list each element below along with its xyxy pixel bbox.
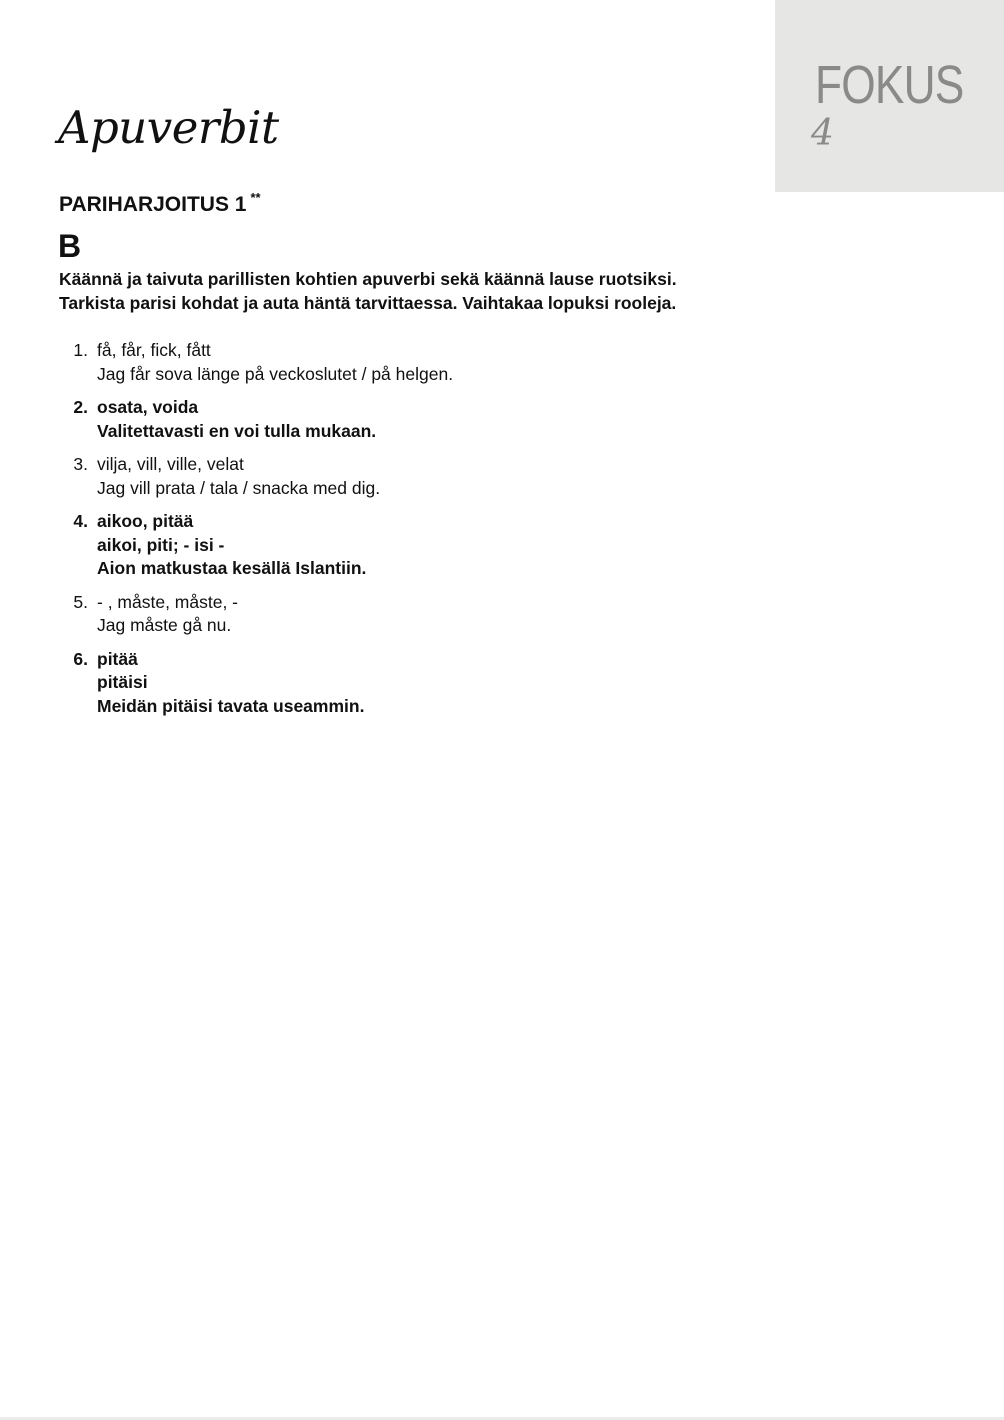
item-line: Jag får sova länge på veckoslutet / på helgen.	[97, 363, 454, 384]
fokus-number: 4	[811, 113, 834, 154]
fokus-label: FOKUS	[815, 55, 964, 115]
item-line: pitäisi	[97, 672, 148, 692]
exercise-heading-text: PARIHARJOITUS 1	[59, 193, 247, 216]
item-number: 6.	[73, 648, 88, 669]
exercise-item	[59, 396, 759, 443]
item-number: 4.	[73, 511, 88, 531]
item-line: Aion matkustaa kesällä Islantiin.	[97, 558, 367, 578]
item-number: 5.	[73, 591, 88, 612]
fokus-badge	[775, 0, 1004, 192]
exercise-instructions	[59, 268, 774, 315]
item-line: Jag måste gå nu.	[97, 615, 232, 635]
item-number: 1.	[73, 340, 88, 360]
section-letter: B	[58, 228, 82, 264]
exercise-item	[59, 648, 759, 719]
item-line: - , måste, måste, -	[97, 591, 238, 612]
exercise-item	[59, 510, 759, 581]
exercise-item	[59, 591, 759, 638]
exercise-item	[59, 453, 759, 500]
item-line: osata, voida	[97, 397, 199, 417]
exercise-item	[59, 339, 759, 386]
instruction-line-2: Tarkista parisi kohdat ja auta häntä tarvittaessa. Vaihtakaa lopuksi rooleja.	[59, 292, 677, 313]
page-title: Apuverbit	[58, 101, 279, 154]
instruction-line-1: Käännä ja taivuta parillisten kohtien apuverbi sekä käännä lause ruotsiksi.	[59, 269, 677, 289]
item-line: aikoo, pitää	[97, 511, 194, 531]
item-line: Valitettavasti en voi tulla mukaan.	[97, 420, 377, 441]
item-line: aikoi, piti; - isi -	[97, 534, 225, 555]
difficulty-stars: **	[250, 190, 261, 205]
exercise-item-list	[59, 339, 759, 728]
item-number: 3.	[73, 454, 88, 474]
item-line: vilja, vill, ville, velat	[97, 454, 244, 474]
item-line: få, får, fick, fått	[97, 340, 211, 360]
exercise-heading	[59, 184, 261, 219]
item-number: 2.	[73, 397, 88, 417]
item-line: pitää	[97, 648, 138, 669]
item-line: Meidän pitäisi tavata useammin.	[97, 695, 365, 716]
item-line: Jag vill prata / tala / snacka med dig.	[97, 477, 381, 498]
